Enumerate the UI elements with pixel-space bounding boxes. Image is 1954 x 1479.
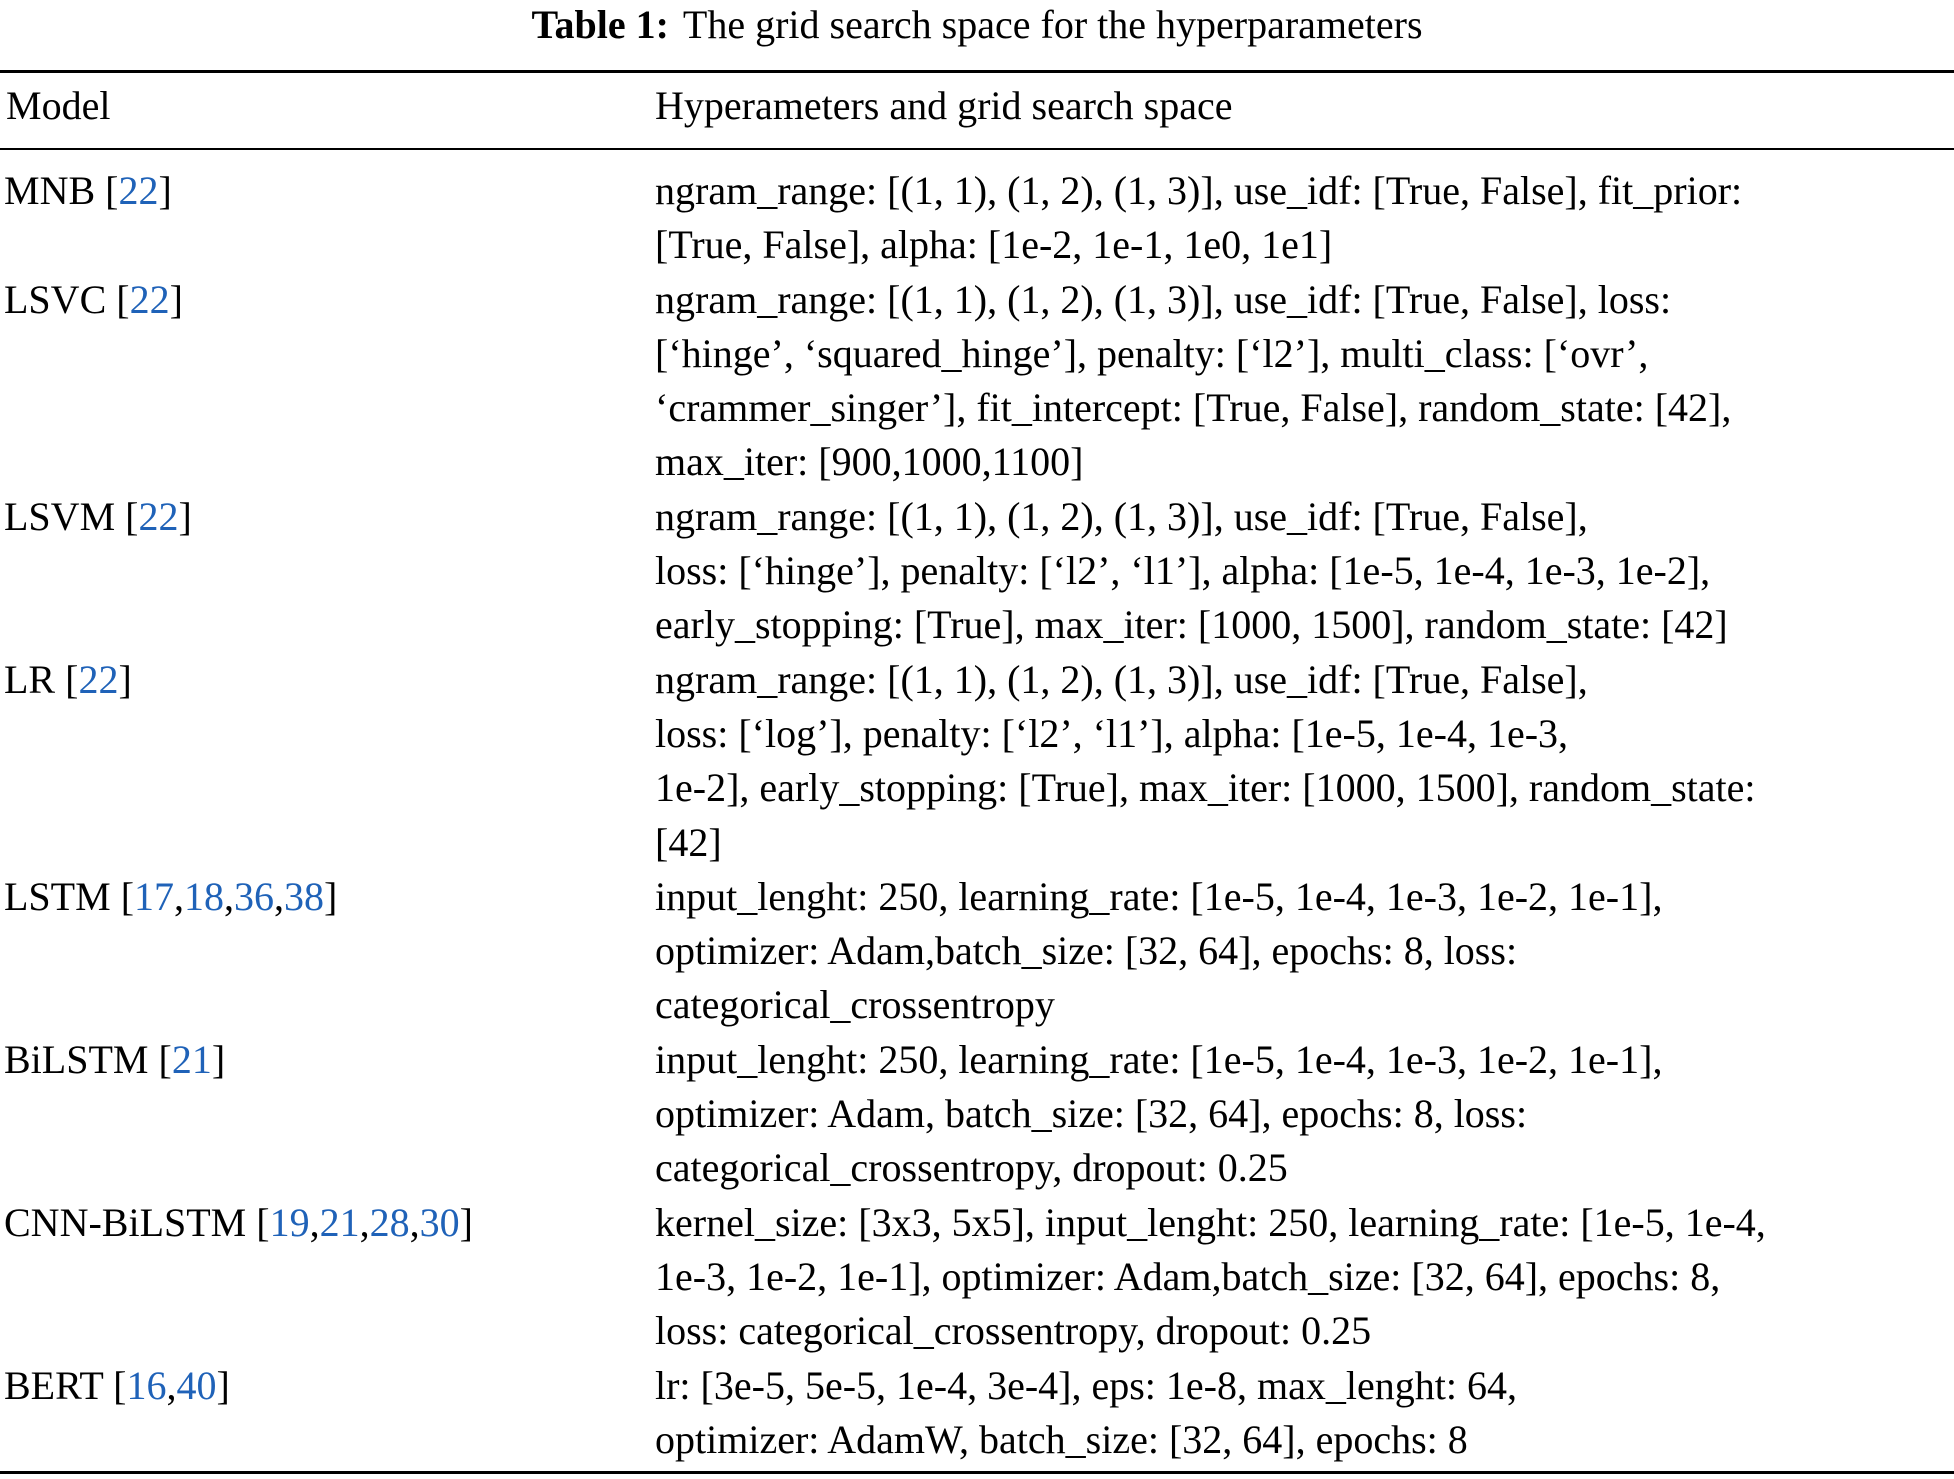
model-cell: CNN-BiLSTM [19,21,28,30] [4, 1199, 473, 1245]
table-top-rule [0, 70, 1954, 73]
citation-link[interactable]: 16 [126, 1362, 167, 1408]
hyperparameters-cell [655, 870, 1954, 1033]
table-row [0, 870, 1954, 1033]
hyperparameters-line: ngram_range: [(1, 1), (1, 2), (1, 3)], use_idf: [True, False], loss: [655, 276, 1672, 322]
model-name: BERT [4, 1362, 104, 1408]
hyperparameters-line: categorical_crossentropy, dropout: 0.25 [655, 1145, 1288, 1191]
citation-link[interactable]: 38 [284, 873, 325, 919]
table-caption-label: Table 1: [531, 2, 669, 47]
citation-link[interactable]: 28 [369, 1199, 410, 1245]
hyperparameters-cell [655, 1196, 1954, 1359]
header-model: Model [6, 83, 111, 128]
hyperparameters-line: loss: categorical_crossentropy, dropout: 0.25 [655, 1308, 1372, 1354]
hyperparameters-line: optimizer: AdamW, batch_size: [32, 64], epochs: 8 [655, 1416, 1468, 1462]
citation-link[interactable]: 17 [134, 873, 175, 919]
hyperparameters-line: 1e-2], early_stopping: [True], max_iter: [1000, 1500], random_state: [655, 765, 1756, 811]
table-caption-text: The grid search space for the hyperparameters [682, 2, 1423, 47]
table-header-rule [0, 148, 1954, 150]
citation-link[interactable]: 22 [129, 276, 170, 322]
table-row [0, 1196, 1954, 1359]
hyperparameters-line: optimizer: Adam,batch_size: [32, 64], epochs: 8, loss: [655, 928, 1518, 974]
model-cell: LSTM [17,18,36,38] [4, 873, 338, 919]
table-body [0, 164, 1954, 1467]
header-hyperparameters: Hyperameters and grid search space [655, 83, 1233, 128]
model-name: LSTM [4, 873, 111, 919]
table-header-row [0, 76, 1954, 136]
hyperparameters-line: ngram_range: [(1, 1), (1, 2), (1, 3)], use_idf: [True, False], [655, 656, 1588, 702]
hyperparameters-line: kernel_size: [3x3, 5x5], input_lenght: 250, learning_rate: [1e-5, 1e-4, [655, 1199, 1766, 1245]
hyperparameters-line: 1e-3, 1e-2, 1e-1], optimizer: Adam,batch_size: [32, 64], epochs: 8, [655, 1253, 1721, 1299]
hyperparameters-line: ngram_range: [(1, 1), (1, 2), (1, 3)], use_idf: [True, False], fit_prior: [655, 168, 1743, 213]
hyperparameters-line: ‘crammer_singer’], fit_intercept: [True, False], random_state: [42], [655, 385, 1732, 431]
hyperparameters-line: max_iter: [900,1000,1100] [655, 439, 1084, 485]
hyperparameters-line: [‘hinge’, ‘squared_hinge’], penalty: [‘l2’], multi_class: [‘ovr’, [655, 330, 1649, 376]
table-row [0, 490, 1954, 653]
model-cell: LSVM [22] [4, 493, 192, 539]
hyperparameters-cell [655, 1359, 1954, 1468]
model-name: BiLSTM [4, 1036, 149, 1082]
model-name: CNN-BiLSTM [4, 1199, 247, 1245]
hyperparameters-line: lr: [3e-5, 5e-5, 1e-4, 3e-4], eps: 1e-8, max_lenght: 64, [655, 1362, 1517, 1408]
table-bottom-rule [0, 1471, 1954, 1474]
model-cell: LSVC [22] [4, 276, 183, 322]
model-name: LSVM [4, 493, 116, 539]
hyperparameters-cell [655, 490, 1954, 653]
citation-link[interactable]: 18 [184, 873, 225, 919]
hyperparameters-cell [655, 1033, 1954, 1196]
citation-link[interactable]: 22 [78, 656, 119, 702]
table-row [0, 164, 1954, 273]
hyperparameters-line: [True, False], alpha: [1e-2, 1e-1, 1e0, 1e1] [655, 222, 1333, 268]
table-caption [0, 0, 1954, 50]
model-cell: BiLSTM [21] [4, 1036, 226, 1082]
citation-link[interactable]: 22 [118, 168, 159, 213]
table-row [0, 273, 1954, 490]
model-cell: LR [22] [4, 656, 132, 702]
citation-link[interactable]: 21 [171, 1036, 212, 1082]
table-row [0, 1033, 1954, 1196]
hyperparameters-cell [655, 164, 1954, 273]
model-name: LSVC [4, 276, 107, 322]
model-cell: BERT [16,40] [4, 1362, 230, 1408]
hyperparameters-line: input_lenght: 250, learning_rate: [1e-5, 1e-4, 1e-3, 1e-2, 1e-1], [655, 873, 1663, 919]
hyperparameters-cell [655, 273, 1954, 490]
citation-link[interactable]: 36 [234, 873, 275, 919]
hyperparameters-line: optimizer: Adam, batch_size: [32, 64], epochs: 8, loss: [655, 1091, 1528, 1137]
citation-link[interactable]: 30 [419, 1199, 460, 1245]
table-row [0, 1359, 1954, 1468]
citation-link[interactable]: 21 [319, 1199, 360, 1245]
citation-link[interactable]: 22 [138, 493, 179, 539]
citation-link[interactable]: 40 [176, 1362, 217, 1408]
model-name: LR [4, 656, 56, 702]
hyperparameters-cell [655, 653, 1954, 870]
hyperparameters-line: early_stopping: [True], max_iter: [1000, 1500], random_state: [42] [655, 602, 1728, 648]
hyperparameters-line: [42] [655, 819, 722, 865]
hyperparameters-line: ngram_range: [(1, 1), (1, 2), (1, 3)], use_idf: [True, False], [655, 493, 1588, 539]
hyperparameters-line: input_lenght: 250, learning_rate: [1e-5, 1e-4, 1e-3, 1e-2, 1e-1], [655, 1036, 1663, 1082]
table-row [0, 653, 1954, 870]
model-cell: MNB [22] [4, 168, 172, 213]
hyperparameters-line: loss: [‘hinge’], penalty: [‘l2’, ‘l1’], alpha: [1e-5, 1e-4, 1e-3, 1e-2], [655, 548, 1711, 594]
citation-link[interactable]: 19 [269, 1199, 310, 1245]
model-name: MNB [4, 168, 96, 213]
hyperparameters-line: categorical_crossentropy [655, 982, 1055, 1028]
hyperparameters-line: loss: [‘log’], penalty: [‘l2’, ‘l1’], alpha: [1e-5, 1e-4, 1e-3, [655, 710, 1569, 756]
